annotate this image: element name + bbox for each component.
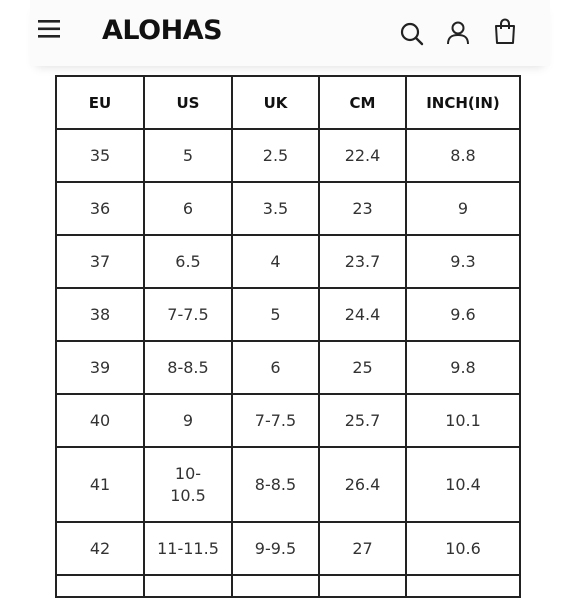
cell-uk: 7-7.5 [232,394,319,447]
cell-eu: 40 [56,394,144,447]
cell-cm: 26.4 [319,447,406,522]
cell-inch: 9.6 [406,288,520,341]
cell-uk: 4 [232,235,319,288]
search-icon[interactable] [398,20,426,48]
account-icon[interactable] [444,19,472,47]
table-row [56,394,520,447]
cell-inch: 9.8 [406,341,520,394]
cell-eu: 35 [56,129,144,182]
table-row [56,182,520,235]
column-header-uk: UK [232,76,319,129]
table-row [56,129,520,182]
cell-us: 5 [144,129,232,182]
cell-us: 8-8.5 [144,341,232,394]
table-row [56,341,520,394]
table-row [56,288,520,341]
menu-icon[interactable] [36,15,64,43]
cell-eu: 42 [56,522,144,575]
cell-us: 11-11.5 [144,522,232,575]
cell-uk: 6 [232,341,319,394]
cell-uk: 5 [232,288,319,341]
cell-us: 10- 10.5 [144,447,232,522]
table-row [56,447,520,522]
cell-eu: 38 [56,288,144,341]
cell-us: 6.5 [144,235,232,288]
cell-cm: 22.4 [319,129,406,182]
cell-eu: 36 [56,182,144,235]
cell-inch: 10.4 [406,447,520,522]
table-header-row [56,76,520,129]
cell-cm: 25 [319,341,406,394]
column-header-eu: EU [56,76,144,129]
shopping-bag-icon[interactable] [491,17,519,45]
cell-cm: 25.7 [319,394,406,447]
table-row-partial [56,575,520,597]
cell-uk: 3.5 [232,182,319,235]
cell-us: 9 [144,394,232,447]
size-chart-table [55,75,521,598]
cell-uk: 2.5 [232,129,319,182]
cell-eu: 37 [56,235,144,288]
column-header-cm: CM [319,76,406,129]
cell-us: 6 [144,182,232,235]
cell-cm: 24.4 [319,288,406,341]
cell-us: 7-7.5 [144,288,232,341]
column-header-us: US [144,76,232,129]
cell-cm: 23 [319,182,406,235]
cell-eu: 39 [56,341,144,394]
cell-uk: 8-8.5 [232,447,319,522]
cell-inch: 9.3 [406,235,520,288]
table-row [56,522,520,575]
table-row [56,235,520,288]
brand-logo[interactable]: ALOHAS [102,15,223,46]
column-header-inch: INCH(IN) [406,76,520,129]
cell-inch: 8.8 [406,129,520,182]
cell-inch: 9 [406,182,520,235]
cell-eu: 41 [56,447,144,522]
cell-inch: 10.6 [406,522,520,575]
cell-uk: 9-9.5 [232,522,319,575]
cell-cm: 23.7 [319,235,406,288]
cell-inch: 10.1 [406,394,520,447]
cell-cm: 27 [319,522,406,575]
